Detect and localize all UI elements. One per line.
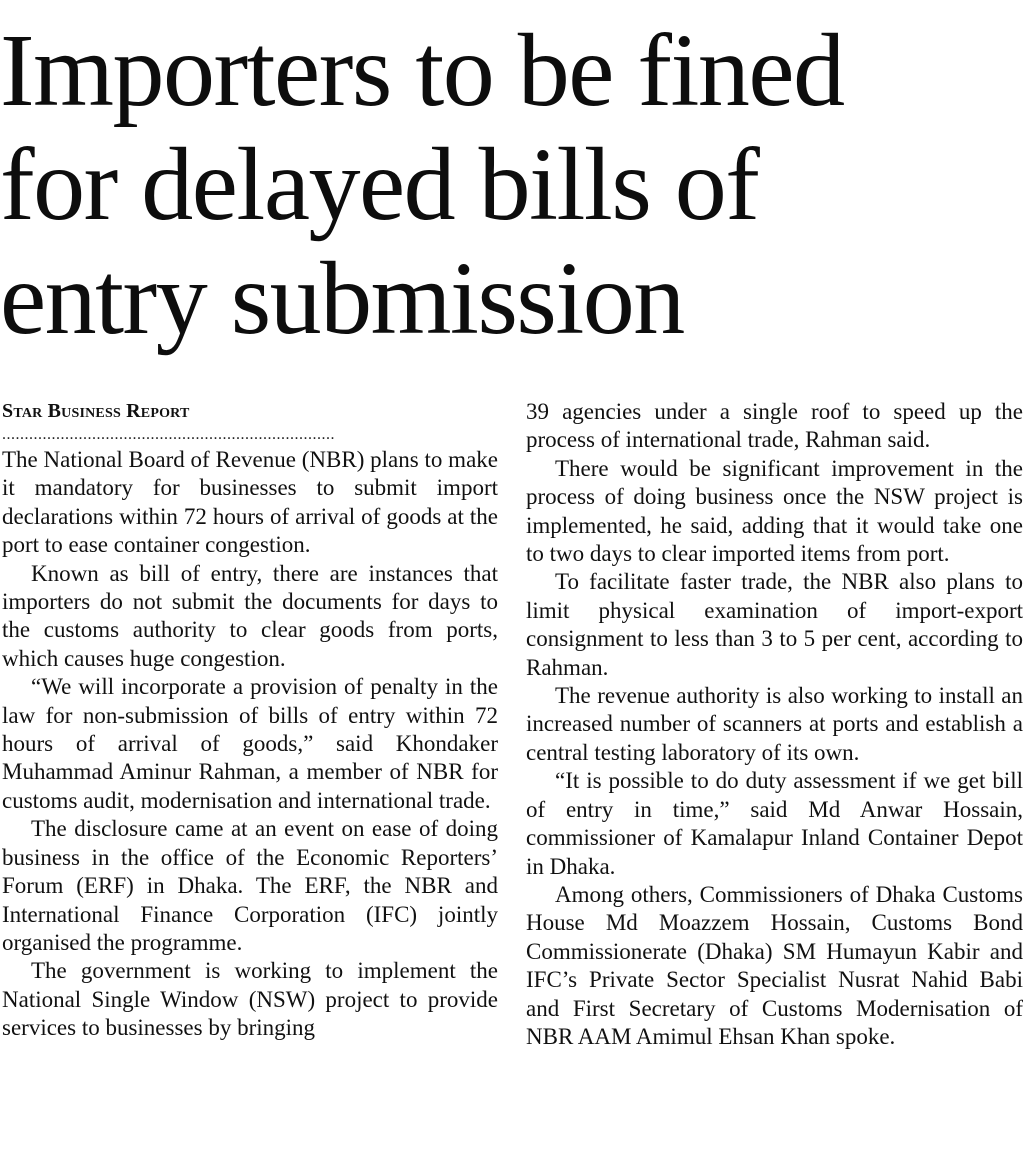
headline — [0, 14, 1023, 356]
article-column-right — [526, 398, 1023, 1051]
headline-line: Importers to be fined — [0, 13, 844, 128]
paragraph: 39 agencies under a single roof to speed up the process of international trade, Rahman said. — [526, 399, 1023, 453]
article-column-left — [2, 398, 498, 1043]
paragraph: Among others, Commissioners of Dhaka Customs House Md Moazzem Hossain, Customs Bond Commissionerate (Dhaka) SM Humayun Kabir and IFC’s Private Sector Specialist Nusrat Nahid Babi and First Secretary of Customs Modernisation of NBR AAM Amimul Ehsan Khan spoke. — [526, 881, 1023, 1049]
headline-line: entry submission — [0, 241, 684, 356]
byline: Star Business Report — [2, 400, 190, 422]
paragraph: To facilitate faster trade, the NBR also plans to limit physical examination of import-export consignment to less than 3 to 5 per cent, according to Rahman. — [526, 569, 1023, 680]
paragraph: The disclosure came at an event on ease of doing business in the office of the Economic Reporters’ Forum (ERF) in Dhaka. The ERF, the NBR and International Finance Corporation (IFC) jointly organised the programme. — [2, 816, 498, 955]
headline-line: for delayed bills of — [0, 127, 759, 242]
paragraph: There would be significant improvement in the process of doing business once the NSW project is implemented, he said, adding that it would take one to two days to clear imported items from port. — [526, 455, 1023, 567]
paragraph: The revenue authority is also working to install an increased number of scanners at ports and establish a central testing laboratory of its own. — [526, 683, 1023, 765]
paragraph: Known as bill of entry, there are instances that importers do not submit the documents for days to the customs authority to clear goods from ports, which causes huge congestion. — [2, 560, 498, 671]
paragraph: The National Board of Revenue (NBR) plans to make it mandatory for businesses to submit import declarations within 72 hours of arrival of goods at the port to ease container congestion. — [2, 447, 498, 558]
byline-separator: .......................................................................... — [2, 426, 335, 443]
paragraph: “It is possible to do duty assessment if we get bill of entry in time,” said Md Anwar Hossain, commissioner of Kamalapur Inland Container Depot in Dhaka. — [526, 768, 1023, 879]
paragraph: The government is working to implement the National Single Window (NSW) project to provide services to businesses by bringing — [2, 958, 498, 1041]
paragraph: “We will incorporate a provision of penalty in the law for non-submission of bills of entry within 72 hours of arrival of goods,” said Khondaker Muhammad Aminur Rahman, a member of NBR for customs audit, modernisation and international trade. — [2, 674, 498, 813]
